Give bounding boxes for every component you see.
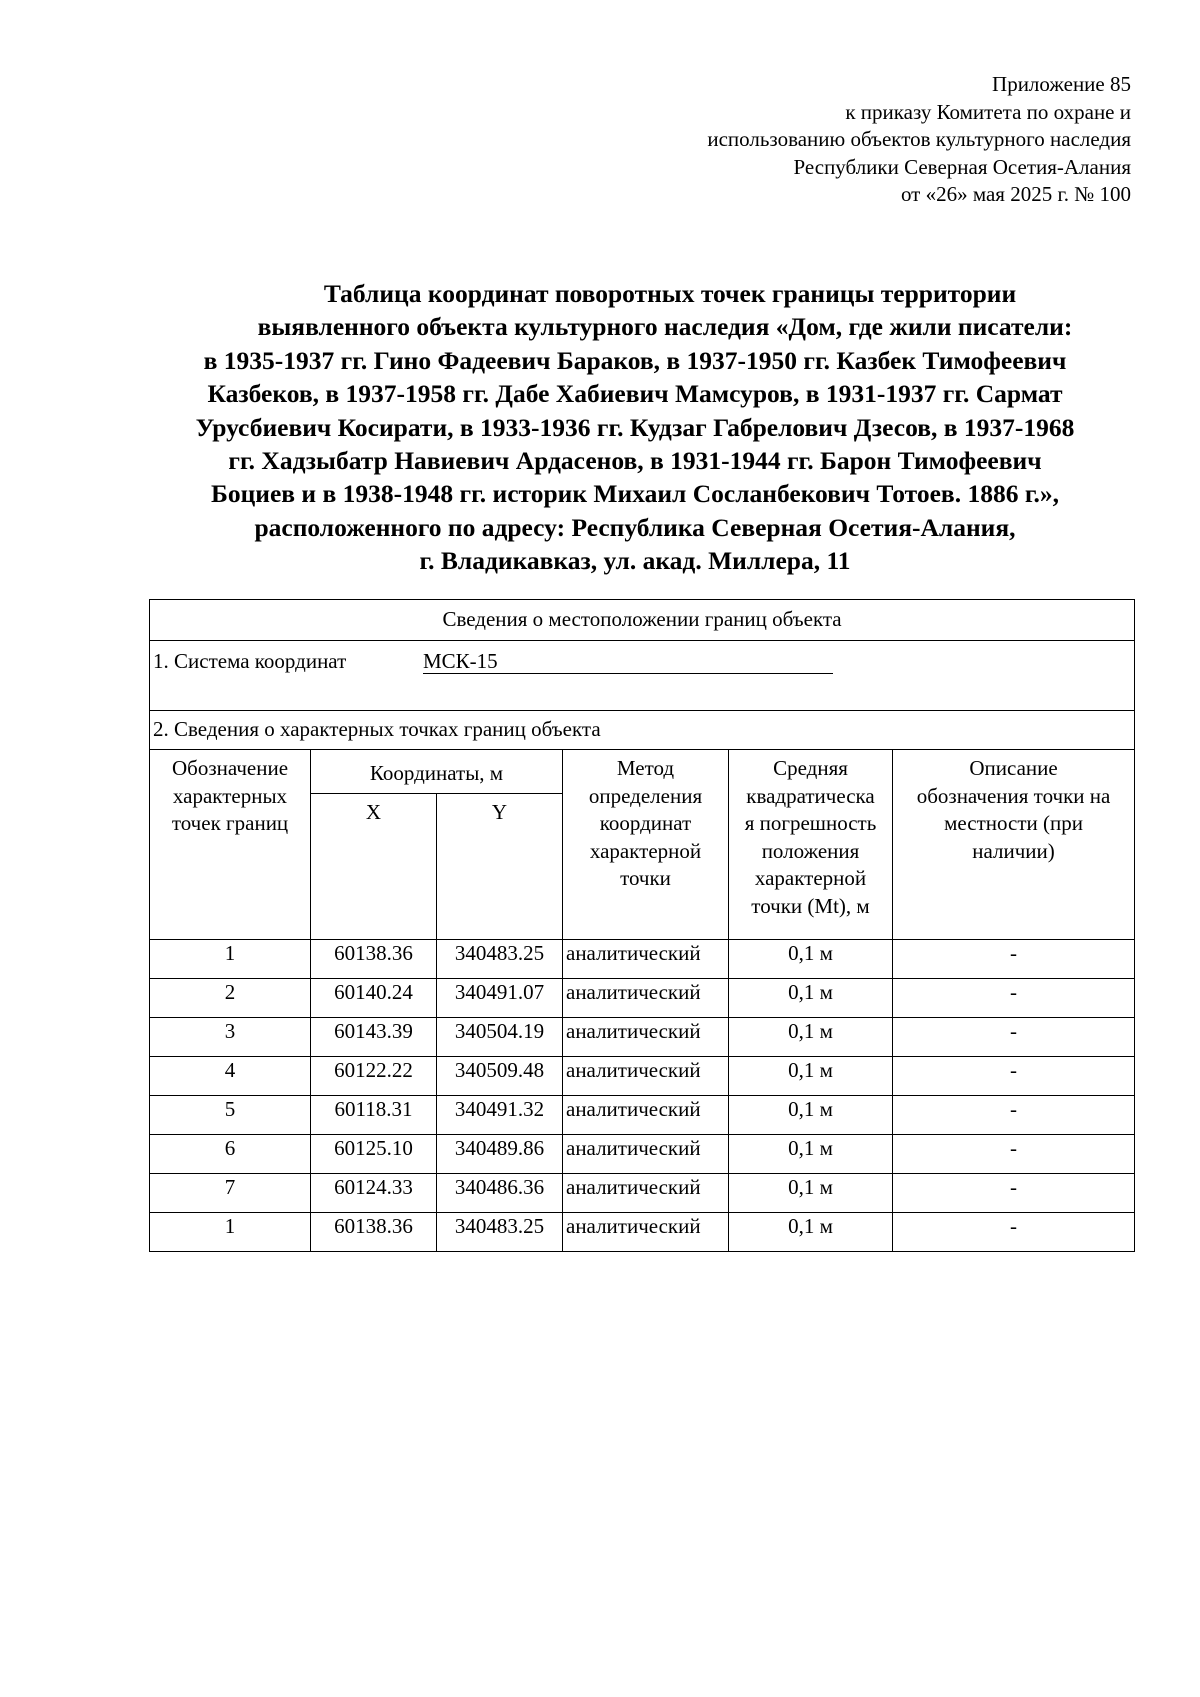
description: - [893,979,1135,1018]
header-text: обозначения точки на [916,783,1111,808]
coord-x: 60125.10 [311,1135,437,1174]
header-text: характерных [172,783,288,808]
header-text: Средняя [773,756,848,780]
table-row [150,979,1135,1018]
col-header-coords: Координаты, м [311,750,563,794]
header-text: я погрешность [744,811,877,835]
col-header-designation [150,750,311,940]
coord-y: 340509.48 [437,1057,563,1096]
method: аналитический [563,1018,729,1057]
table-row [150,1174,1135,1213]
description: - [893,1213,1135,1252]
point-number: 4 [150,1057,311,1096]
point-number: 2 [150,979,311,1018]
error: 0,1 м [729,979,893,1018]
appendix-reference [431,71,1131,209]
description: - [893,1057,1135,1096]
header-text: точки (Mt), м [751,893,870,918]
point-number: 1 [150,940,311,979]
method: аналитический [563,1213,729,1252]
table-row [150,1018,1135,1057]
point-number: 5 [150,1096,311,1135]
title-line: Таблица координат поворотных точек границы территории [323,279,1017,308]
coord-x: 60140.24 [311,979,437,1018]
point-number: 1 [150,1213,311,1252]
method: аналитический [563,1057,729,1096]
description: - [893,940,1135,979]
header-text: Обозначение [171,756,289,780]
appendix-line: к приказу Комитета по охране и [845,99,1131,124]
header-text: наличии) [972,838,1055,863]
title-line: г. Владикавказ, ул. акад. Миллера, 11 [419,546,851,576]
coord-system-value: МСК-15 [423,649,833,674]
point-number: 6 [150,1135,311,1174]
coord-x: 60118.31 [311,1096,437,1135]
coord-x: 60124.33 [311,1174,437,1213]
error: 0,1 м [729,1018,893,1057]
col-header-x: X [311,794,437,940]
error: 0,1 м [729,1135,893,1174]
description: - [893,1096,1135,1135]
method: аналитический [563,1135,729,1174]
title-line: Казбеков, в 1937-1958 гг. Дабе Хабиевич Мамсуров, в 1931-1937 гг. Сармат [207,379,1063,409]
coord-x: 60122.22 [311,1057,437,1096]
col-header-y: Y [437,794,563,940]
header-text: характерной [589,838,702,863]
coord-system-row [150,641,1135,711]
method: аналитический [563,1174,729,1213]
coord-y: 340491.07 [437,979,563,1018]
header-text: квадратическа [746,783,875,808]
title-line: в 1935-1937 гг. Гино Фадеевич Бараков, в 1937-1950 гг. Казбек Тимофеевич [203,345,1067,375]
section-header: Сведения о местоположении границ объекта [150,600,1135,641]
description: - [893,1135,1135,1174]
header-text: Описание [969,756,1058,780]
error: 0,1 м [729,1174,893,1213]
description: - [893,1018,1135,1057]
header-text: местности (при [944,811,1083,835]
coord-y: 340504.19 [437,1018,563,1057]
table-row [150,940,1135,979]
header-text: определения [588,783,703,808]
table-row [150,1135,1135,1174]
method: аналитический [563,1096,729,1135]
header-text: точек границ [171,811,289,835]
method: аналитический [563,940,729,979]
point-number: 7 [150,1174,311,1213]
title-line: гг. Хадзыбатр Навиевич Ардасенов, в 1931-1944 гг. Барон Тимофеевич [228,446,1042,476]
col-header-error [729,750,893,940]
description: - [893,1174,1135,1213]
table-row [150,1057,1135,1096]
header-text: положения [761,838,860,863]
title-line: расположенного по адресу: Республика Северная Осетия-Алания, [254,512,1016,542]
error: 0,1 м [729,940,893,979]
appendix-line: Приложение 85 [992,72,1131,96]
col-header-method [563,750,729,940]
coord-x: 60143.39 [311,1018,437,1057]
header-text: Метод [616,756,675,780]
table-row [150,1096,1135,1135]
header-text: характерной [754,866,867,890]
title-line: Урусбиевич Косирати, в 1933-1936 гг. Кудзаг Габрелович Дзесов, в 1937-1968 [195,412,1075,442]
appendix-line: использованию объектов культурного наследия [707,127,1131,151]
coord-y: 340489.86 [437,1135,563,1174]
header-text: координат [599,811,692,835]
coord-x: 60138.36 [311,940,437,979]
coord-y: 340483.25 [437,1213,563,1252]
appendix-line: Республики Северная Осетия-Алания [793,154,1131,179]
title-line: выявленного объекта культурного наследия «Дом, где жили писатели: [257,312,1073,342]
coord-y: 340483.25 [437,940,563,979]
method: аналитический [563,979,729,1018]
col-header-description [893,750,1135,940]
coordinates-table [149,599,1135,1252]
error: 0,1 м [729,1213,893,1252]
coord-x: 60138.36 [311,1213,437,1252]
coord-y: 340491.32 [437,1096,563,1135]
error: 0,1 м [729,1096,893,1135]
error: 0,1 м [729,1057,893,1096]
title-line: Боциев и в 1938-1948 гг. историк Михаил Сосланбекович Тотоев. 1886 г.», [210,479,1060,509]
coord-system-label: 1. Система координат [153,649,347,673]
appendix-line: от «26» мая 2025 г. № 100 [900,182,1131,206]
point-number: 3 [150,1018,311,1057]
document-title [130,277,1140,578]
table-row [150,1213,1135,1252]
points-header: 2. Сведения о характерных точках границ объекта [150,711,1135,750]
header-text: точки [620,866,671,890]
coord-y: 340486.36 [437,1174,563,1213]
